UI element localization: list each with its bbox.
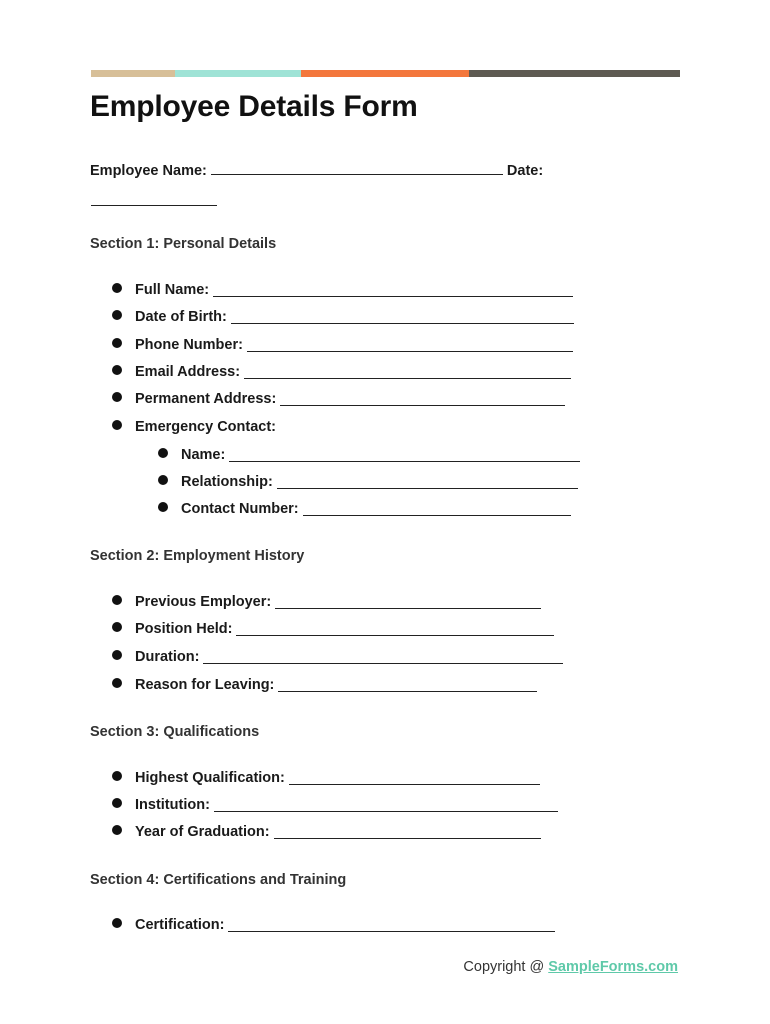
email-address-field[interactable] <box>244 378 571 379</box>
bullet-icon <box>112 392 122 402</box>
copyright-text: Copyright @ <box>463 959 549 975</box>
list-item-relationship <box>158 474 578 490</box>
field-label: Position Held: <box>135 621 233 637</box>
certification-field[interactable] <box>228 931 555 932</box>
list-item-date-of-birth <box>112 309 574 325</box>
accent-segment-orange <box>301 70 469 77</box>
list-item-emergency-contact <box>112 419 276 435</box>
accent-segment-tan <box>91 70 175 77</box>
list-item-phone-number <box>112 337 573 353</box>
field-label: Certification: <box>135 917 225 933</box>
bullet-icon <box>112 918 122 928</box>
field-label: Date of Birth: <box>135 309 227 325</box>
bullet-icon <box>158 475 168 485</box>
employee-name-field[interactable] <box>211 173 503 175</box>
list-item-contact-name <box>158 447 580 463</box>
phone-number-field[interactable] <box>247 351 573 352</box>
page-title: Employee Details Form <box>90 90 418 123</box>
list-item-position-held <box>112 621 554 637</box>
list-item-year-of-graduation <box>112 824 541 840</box>
relationship-field[interactable] <box>277 488 578 489</box>
highest-qualification-field[interactable] <box>289 784 540 785</box>
field-label: Reason for Leaving: <box>135 677 275 693</box>
bullet-icon <box>112 338 122 348</box>
bullet-icon <box>112 420 122 430</box>
list-item-reason-for-leaving <box>112 677 537 693</box>
field-label: Highest Qualification: <box>135 770 285 786</box>
section-3-title: Section 3: Qualifications <box>90 724 260 740</box>
field-label: Email Address: <box>135 364 241 380</box>
field-label: Emergency Contact: <box>135 419 277 435</box>
position-held-field[interactable] <box>236 635 554 636</box>
bullet-icon <box>112 650 122 660</box>
date-of-birth-field[interactable] <box>231 323 574 324</box>
date-label: Date: <box>506 163 544 179</box>
contact-name-field[interactable] <box>229 461 580 462</box>
reason-for-leaving-field[interactable] <box>278 691 537 692</box>
field-label: Name: <box>181 447 226 463</box>
bullet-icon <box>112 365 122 375</box>
footer-copyright <box>463 959 678 975</box>
list-item-previous-employer <box>112 594 541 610</box>
list-item-highest-qualification <box>112 770 540 786</box>
bullet-icon <box>158 502 168 512</box>
bullet-icon <box>112 310 122 320</box>
permanent-address-field[interactable] <box>280 405 565 406</box>
section-2-title: Section 2: Employment History <box>90 548 305 564</box>
institution-field[interactable] <box>214 811 558 812</box>
bullet-icon <box>112 798 122 808</box>
accent-segment-mint <box>175 70 301 77</box>
list-item-full-name <box>112 282 573 298</box>
field-label: Year of Graduation: <box>135 824 270 840</box>
list-item-contact-number <box>158 501 571 517</box>
field-label: Institution: <box>135 797 210 813</box>
bullet-icon <box>112 622 122 632</box>
list-item-duration <box>112 649 563 665</box>
field-label: Duration: <box>135 649 200 665</box>
employee-name-row <box>90 163 543 179</box>
field-label: Phone Number: <box>135 337 243 353</box>
list-item-institution <box>112 797 558 813</box>
bullet-icon <box>112 771 122 781</box>
list-item-certification <box>112 917 555 933</box>
previous-employer-field[interactable] <box>275 608 541 609</box>
section-4-title: Section 4: Certifications and Training <box>90 872 347 888</box>
field-label: Full Name: <box>135 282 210 298</box>
field-label: Contact Number: <box>181 501 299 517</box>
list-item-email-address <box>112 364 571 380</box>
list-item-permanent-address <box>112 391 565 407</box>
duration-field[interactable] <box>203 663 563 664</box>
field-label: Relationship: <box>181 474 273 490</box>
employee-name-label: Employee Name: <box>90 163 207 179</box>
full-name-field[interactable] <box>213 296 573 297</box>
year-of-graduation-field[interactable] <box>274 838 541 839</box>
accent-segment-gray <box>469 70 680 77</box>
field-label: Permanent Address: <box>135 391 277 407</box>
sampleforms-link[interactable]: SampleForms.com <box>548 959 678 975</box>
bullet-icon <box>112 825 122 835</box>
accent-color-bar <box>91 70 680 77</box>
section-1-title: Section 1: Personal Details <box>90 236 277 252</box>
contact-number-field[interactable] <box>303 515 571 516</box>
bullet-icon <box>112 595 122 605</box>
bullet-icon <box>158 448 168 458</box>
bullet-icon <box>112 678 122 688</box>
field-label: Previous Employer: <box>135 594 272 610</box>
date-field[interactable] <box>91 205 217 206</box>
bullet-icon <box>112 283 122 293</box>
